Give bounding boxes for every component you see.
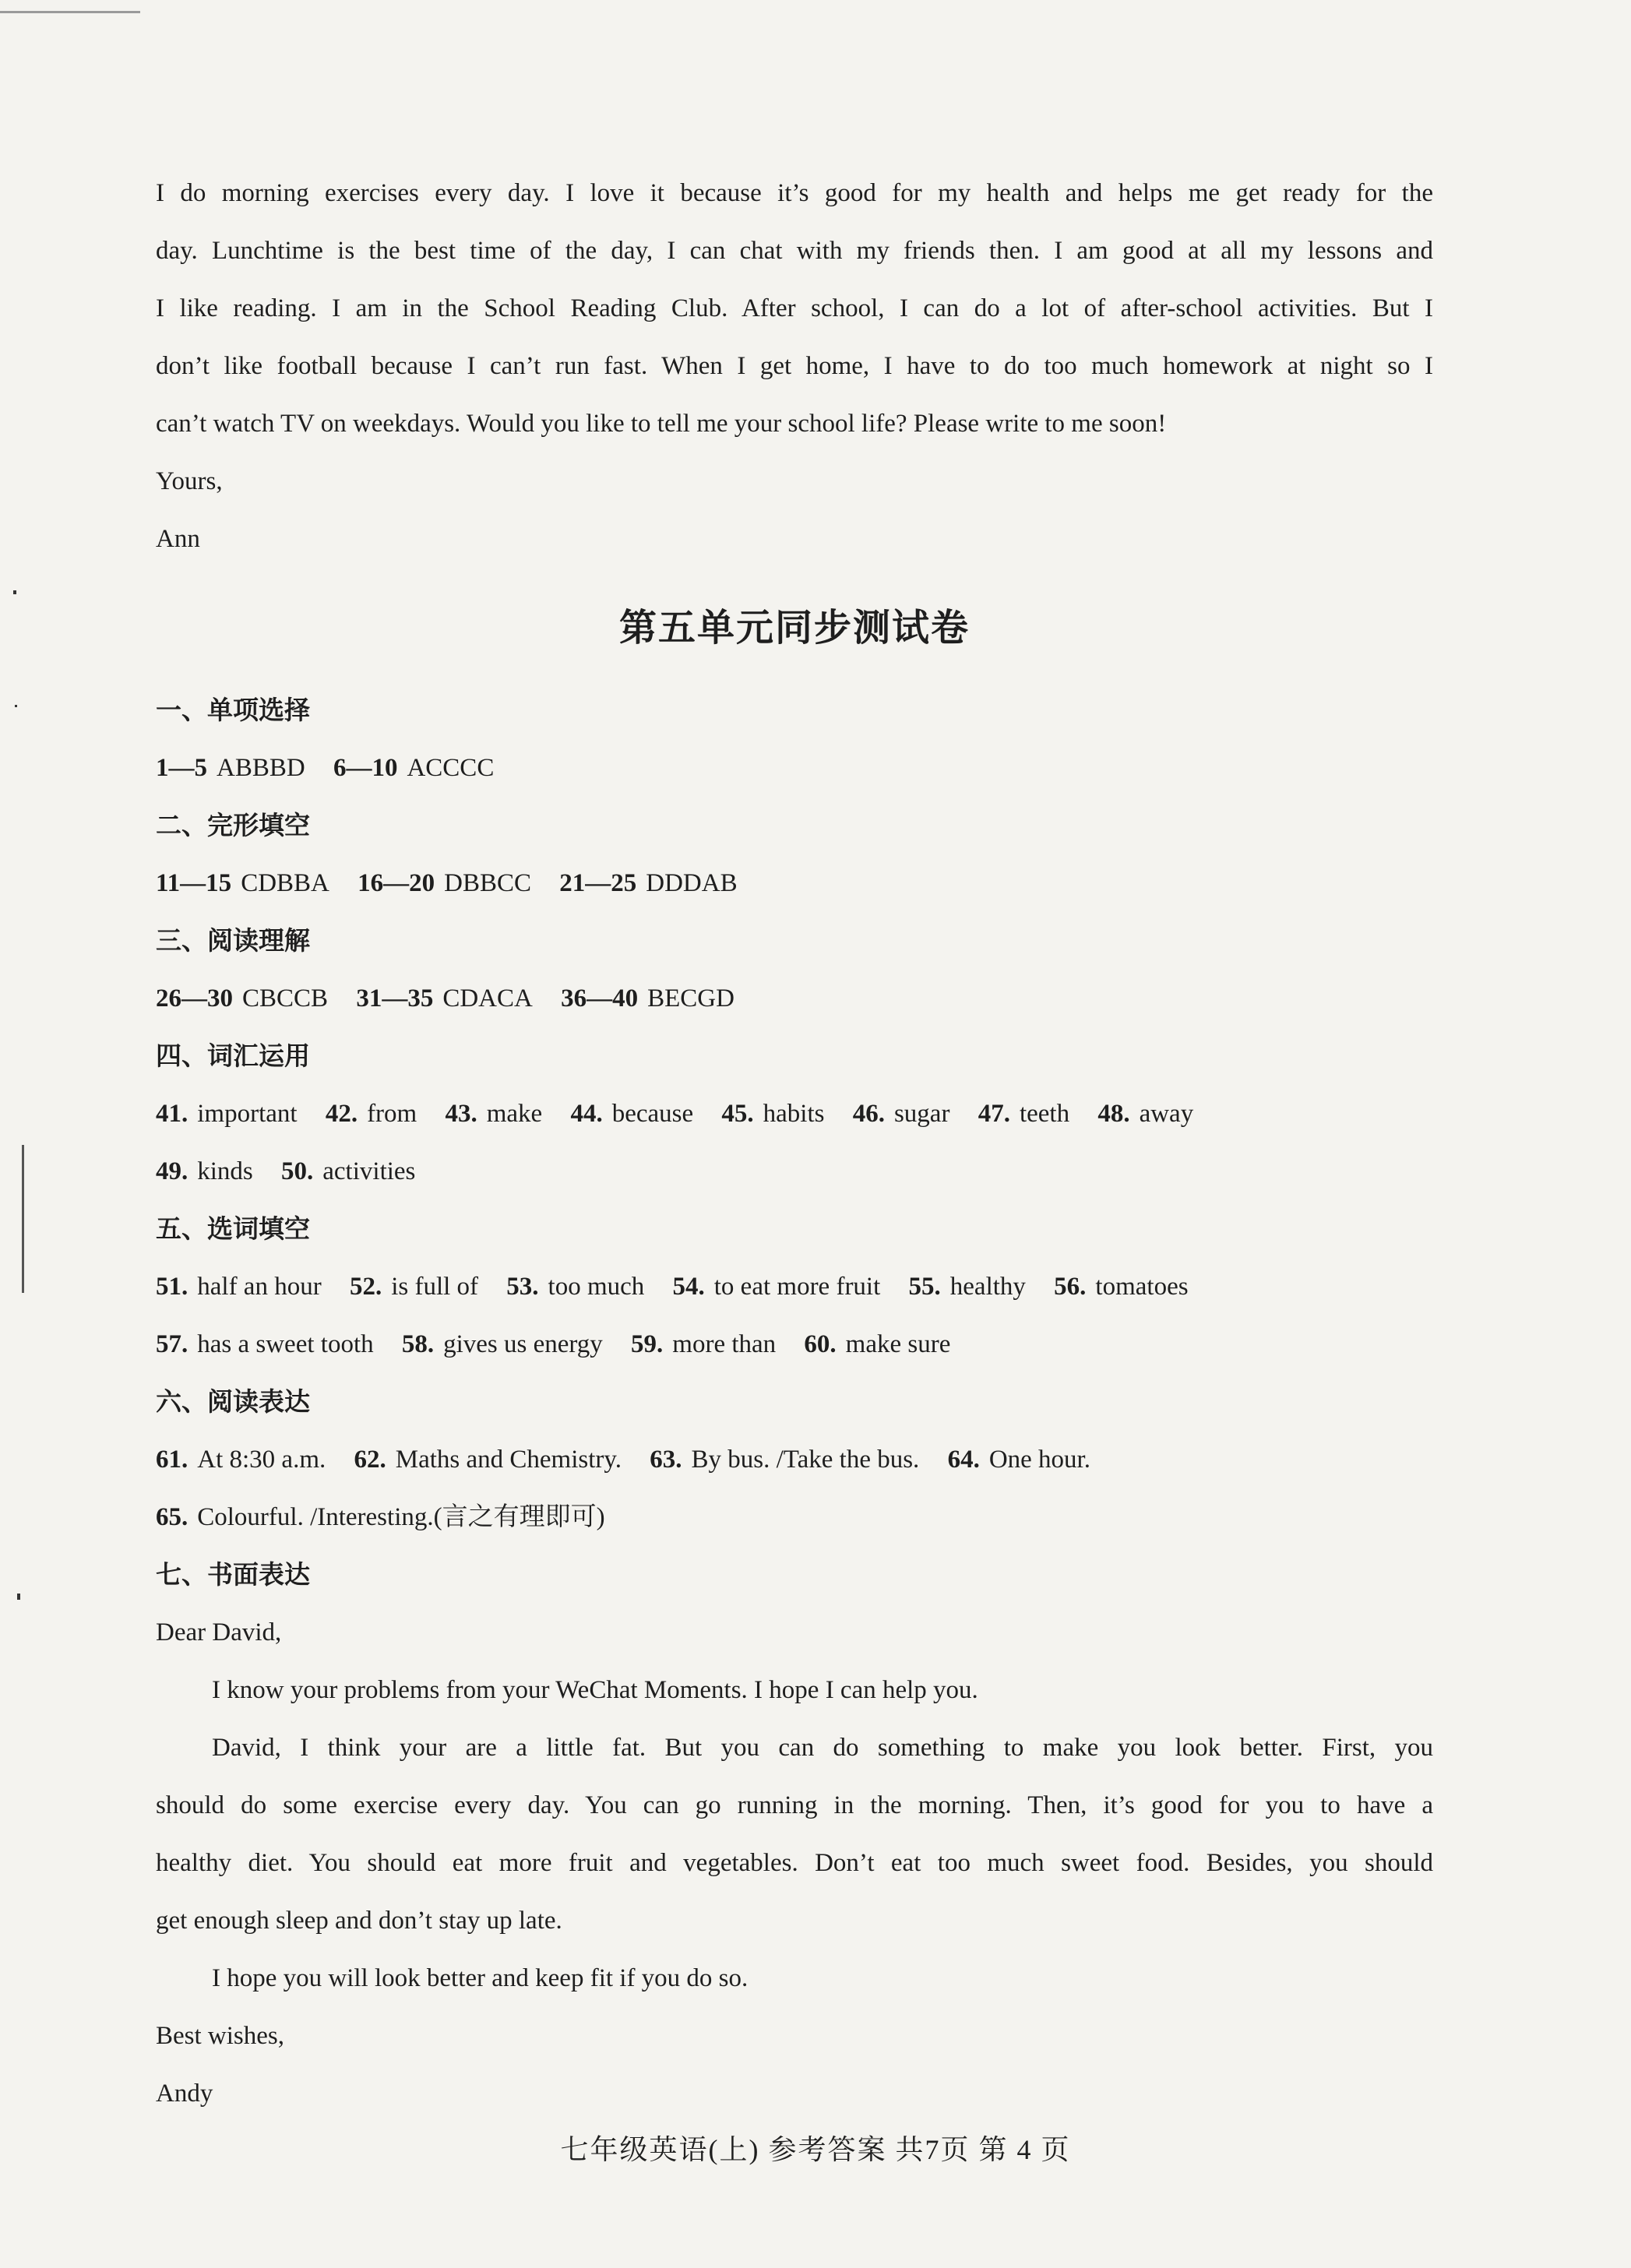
answer-item [978, 1098, 1069, 1129]
answer-text: because [611, 1100, 694, 1128]
answer-text: Maths and Chemistry. [395, 1446, 622, 1474]
answer-number: 60. [804, 1330, 837, 1358]
answer-item [1097, 1098, 1193, 1129]
answer-item [631, 1329, 776, 1360]
answer-text: make sure [845, 1330, 951, 1358]
answer-text: healthy [949, 1273, 1026, 1301]
answer-number: 11—15 [156, 869, 232, 897]
answer-text: more than [672, 1330, 777, 1358]
answer-item [570, 1098, 693, 1129]
letter2-paragraph: I hope you will look better and keep fit if you do so. [212, 1964, 749, 1992]
answer-item [909, 1271, 1026, 1302]
answer-text: too much [548, 1273, 645, 1301]
scan-dot [17, 1594, 20, 1600]
answer-item [333, 752, 494, 784]
answer-number: 61. [156, 1446, 188, 1474]
answer-number: 59. [631, 1330, 664, 1358]
answer-text: CBCCB [242, 984, 329, 1012]
answer-text: teeth [1019, 1100, 1070, 1128]
answer-text: from [367, 1100, 417, 1128]
answer-item [804, 1329, 950, 1360]
letter2-line: get enough sleep and don’t stay up late. [156, 1907, 562, 1935]
scan-dot [13, 590, 16, 594]
answer-number: 54. [672, 1273, 705, 1301]
answer-item [402, 1329, 603, 1360]
answer-number: 51. [156, 1273, 188, 1301]
scan-dot [15, 705, 17, 707]
answer-text: CDACA [442, 984, 533, 1012]
answer-item [445, 1098, 542, 1129]
answer-number: 49. [156, 1157, 188, 1185]
answer-row [156, 983, 756, 1014]
answer-number: 42. [325, 1100, 358, 1128]
answer-item [281, 1156, 415, 1187]
answer-text: make [486, 1100, 543, 1128]
answer-item [673, 1271, 881, 1302]
answer-text: sugar [893, 1100, 950, 1128]
answer-text: CDBBA [241, 869, 329, 897]
answer-number: 56. [1054, 1273, 1087, 1301]
answer-row [156, 1156, 437, 1187]
answer-text: activities [322, 1157, 416, 1185]
page-footer: 七年级英语(上) 参考答案 共7页 第 4 页 [560, 2134, 1071, 2165]
letter1-line: don’t like football because I can’t run fast. When I get home, I have to do too much homework at night so I [156, 352, 1433, 380]
answer-text: Colourful. /Interesting.(言之有理即可) [197, 1503, 605, 1531]
answer-item [156, 1502, 605, 1533]
answer-item [721, 1098, 824, 1129]
answer-number: 36—40 [561, 984, 639, 1012]
answer-number: 65. [156, 1503, 188, 1531]
letter2-signature: Andy [156, 2080, 213, 2108]
letter1-closing: Yours, [156, 467, 223, 495]
section-heading: 一、单项选择 [156, 695, 310, 725]
answer-number: 48. [1097, 1100, 1130, 1128]
answer-item [156, 868, 329, 899]
answer-text: ABBBD [217, 754, 305, 782]
section-heading: 二、完形填空 [156, 810, 310, 840]
answer-text: is full of [391, 1273, 479, 1301]
answer-row [156, 1329, 972, 1360]
answer-item [506, 1271, 644, 1302]
answer-text: habits [763, 1100, 825, 1128]
answer-row [156, 868, 759, 899]
answer-text: has a sweet tooth [197, 1330, 374, 1358]
answer-item [156, 1098, 298, 1129]
section-heading: 七、书面表达 [156, 1559, 310, 1590]
answer-row [156, 1098, 1215, 1129]
letter1-line: can’t watch TV on weekdays. Would you like to tell me your school life? Please write to me soon! [156, 410, 1167, 438]
letter1-signature: Ann [156, 525, 200, 553]
top-rule [0, 11, 140, 13]
answer-item [156, 1329, 374, 1360]
answer-number: 58. [401, 1330, 435, 1358]
answer-number: 55. [908, 1273, 941, 1301]
answer-text: half an hour [197, 1273, 322, 1301]
answer-row [156, 1502, 627, 1533]
answer-text: DDDAB [646, 869, 738, 897]
answer-number: 26—30 [156, 984, 233, 1012]
answer-item [358, 868, 531, 899]
letter2-greeting: Dear David, [156, 1618, 282, 1646]
answer-text: tomatoes [1095, 1273, 1189, 1301]
answer-number: 21—25 [559, 869, 637, 897]
letter1-line: day. Lunchtime is the best time of the day, I can chat with my friends then. I am good at all my lessons and [156, 237, 1433, 265]
letter1-line: I do morning exercises every day. I love it because it’s good for my health and helps me get ready for the [156, 179, 1433, 207]
section-heading: 五、选词填空 [156, 1213, 310, 1244]
answer-text: DBBCC [444, 869, 532, 897]
section-heading: 三、阅读理解 [156, 925, 310, 956]
answer-item [853, 1098, 950, 1129]
answer-text: to eat more fruit [713, 1273, 881, 1301]
answer-item [948, 1444, 1090, 1475]
answer-item [156, 1271, 322, 1302]
answer-item [326, 1098, 417, 1129]
answer-number: 31—35 [356, 984, 434, 1012]
letter2-line: should do some exercise every day. You can go running in the morning. Then, it’s good for you to have a [156, 1791, 1433, 1819]
answer-item [354, 1444, 622, 1475]
answer-item [156, 983, 328, 1014]
answer-row [156, 1444, 1112, 1475]
answer-text: At 8:30 a.m. [197, 1446, 326, 1474]
answer-row [156, 752, 516, 784]
answer-item [1054, 1271, 1188, 1302]
answer-item [561, 983, 734, 1014]
answer-number: 44. [570, 1100, 603, 1128]
answer-row [156, 1271, 1210, 1302]
answer-number: 57. [156, 1330, 188, 1358]
letter2-closing: Best wishes, [156, 2022, 284, 2050]
answer-text: kinds [197, 1157, 253, 1185]
answer-number: 62. [354, 1446, 386, 1474]
answer-number: 43. [445, 1100, 477, 1128]
answer-text: BECGD [647, 984, 734, 1012]
answer-number: 46. [852, 1100, 885, 1128]
margin-line [22, 1145, 24, 1293]
answer-number: 53. [506, 1273, 539, 1301]
answer-number: 45. [721, 1100, 754, 1128]
answer-item [350, 1271, 478, 1302]
answer-item [356, 983, 533, 1014]
answer-number: 47. [978, 1100, 1010, 1128]
answer-text: By bus. /Take the bus. [691, 1446, 920, 1474]
answer-number: 64. [947, 1446, 980, 1474]
answer-text: One hour. [988, 1446, 1090, 1474]
answer-item [156, 752, 305, 784]
letter2-line: David, I think your are a little fat. But you can do something to make you look better. First, you [212, 1734, 1433, 1762]
answer-number: 1—5 [156, 754, 207, 782]
answer-text: away [1139, 1100, 1194, 1128]
answer-text: important [197, 1100, 298, 1128]
answer-number: 6—10 [333, 754, 398, 782]
answer-text: gives us energy [443, 1330, 603, 1358]
answer-item [156, 1444, 326, 1475]
answer-number: 50. [281, 1157, 314, 1185]
answer-number: 41. [156, 1100, 188, 1128]
letter2-paragraph: I know your problems from your WeChat Moments. I hope I can help you. [212, 1676, 978, 1704]
answer-item [650, 1444, 919, 1475]
answer-item [156, 1156, 253, 1187]
answer-item [559, 868, 737, 899]
section-heading: 四、词汇运用 [156, 1041, 310, 1071]
answer-number: 16—20 [358, 869, 435, 897]
unit-title: 第五单元同步测试卷 [618, 606, 970, 650]
answer-text: ACCCC [407, 754, 495, 782]
section-heading: 六、阅读表达 [156, 1386, 310, 1417]
letter1-line: I like reading. I am in the School Reading Club. After school, I can do a lot of after-school activities. But I [156, 294, 1433, 322]
letter2-line: healthy diet. You should eat more fruit and vegetables. Don’t eat too much sweet food. Besides, you should [156, 1849, 1433, 1877]
answer-number: 63. [650, 1446, 682, 1474]
answer-number: 52. [349, 1273, 382, 1301]
